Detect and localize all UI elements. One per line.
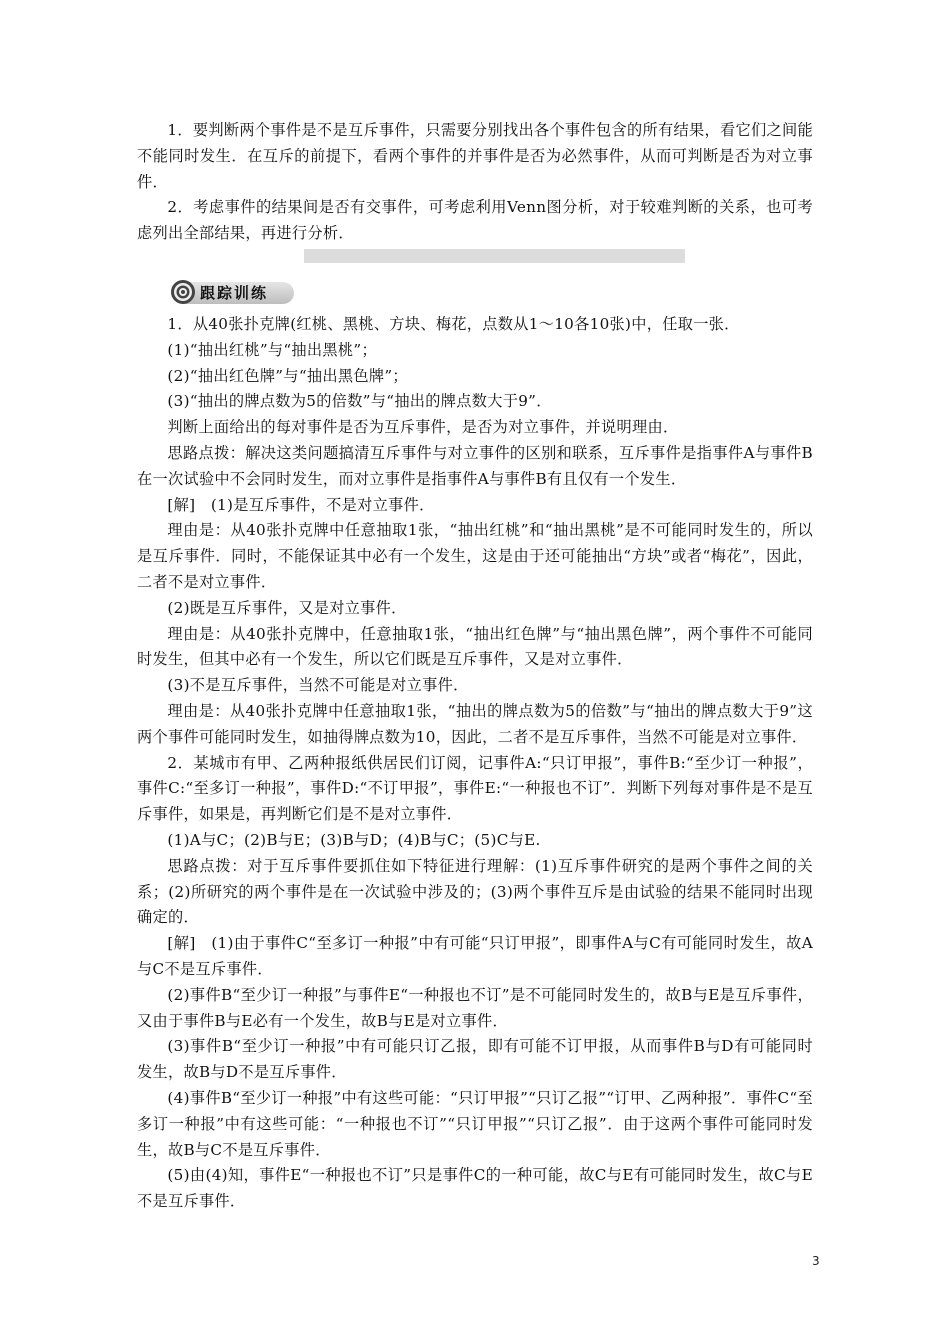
q1-reason-1: 理由是：从40张扑克牌中任意抽取1张，“抽出红桃”和“抽出黑桃”是不可能同时发生的，所以是互斥事件．同时，不能保证其中必有一个发生，这是由于还可能抽出“方块”或者“梅花”，因此，二者不是对立事件． (137, 521, 813, 591)
q1-hint: 思路点拨：解决这类问题搞清互斥事件与对立事件的区别和联系，互斥事件是指事件A与事件B在一次试验中不会同时发生，而对立事件是指事件A与事件B有且仅有一个发生． (137, 443, 813, 488)
q2-pairs: (1)A与C；(2)B与E；(3)B与D；(4)B与C；(5)C与E. (167, 830, 541, 849)
q1-solution-3: (3)不是互斥事件，当然不可能是对立事件． (167, 676, 469, 695)
intro-block (137, 118, 813, 247)
q1-stem: 1．从40张扑克牌(红桃、黑桃、方块、梅花，点数从1～10各10张)中，任取一张． (167, 315, 740, 333)
intro-paragraph-1: 1．要判断两个事件是不是互斥事件，只需要分别找出各个事件包含的所有结果，看它们之间能不能同时发生．在互斥的前提下，看两个事件的并事件是否为必然事件，从而可判断是否为对立事件． (137, 121, 813, 191)
q1-reason-2: 理由是：从40张扑克牌中，任意抽取1张，“抽出红色牌”与“抽出黑色牌”，两个事件不可能同时发生，但其中必有一个发生，所以它们既是互斥事件，又是对立事件． (137, 624, 813, 669)
q1-item-1: (1)“抽出红桃”与“抽出黑桃”； (167, 340, 377, 359)
target-icon (170, 279, 196, 305)
section-divider (304, 249, 685, 263)
q1-reason-3: 理由是：从40张扑克牌中任意抽取1张，“抽出的牌点数为5的倍数”与“抽出的牌点数大于9”这两个事件可能同时发生，如抽得牌点数为10，因此，二者不是互斥事件，当然不可能是对立事件． (137, 701, 813, 746)
q2-stem: 2．某城市有甲、乙两种报纸供居民们订阅，记事件A:“只订甲报”，事件B:“至少订一种报”，事件C:“至多订一种报”，事件D:“不订甲报”，事件E:“一种报也不订”．判断下列每对事件是不是互斥事件，如果是，再判断它们是不是对立事件． (137, 753, 813, 824)
q2-solution-5: (5)由(4)知，事件E“一种报也不订”只是事件C的一种可能，故C与E有可能同时发生，故C与E不是互斥事件． (137, 1166, 813, 1211)
q1-solution-1: [解] (1)是互斥事件，不是对立事件． (167, 495, 435, 514)
q2-solution-1: [解] (1)由于事件C“至多订一种报”中有可能“只订甲报”，即事件A与C有可能同时发生，故A与C不是互斥事件． (137, 934, 813, 978)
q1-ask: 判断上面给出的每对事件是否为互斥事件，是否为对立事件，并说明理由． (167, 418, 679, 437)
page-number: 3 (812, 1254, 820, 1268)
section-header (170, 279, 294, 305)
q2-solution-2: (2)事件B“至少订一种报”与事件E“一种报也不订”是不可能同时发生的，故B与E是互斥事件，又由于事件B与E必有一个发生，故B与E是对立事件． (137, 985, 813, 1030)
q1-item-2: (2)“抽出红色牌”与“抽出黑色牌”； (167, 366, 408, 385)
q2-hint: 思路点拨：对于互斥事件要抓住如下特征进行理解：(1)互斥事件研究的是两个事件之间的关系；(2)所研究的两个事件是在一次试验中涉及的；(3)两个事件互斥是由试验的结果不能同时出现确定的． (137, 856, 813, 927)
q1-solution-2: (2)既是互斥事件，又是对立事件． (167, 598, 407, 617)
exercise-block (137, 312, 813, 1215)
q2-solution-4: (4)事件B“至少订一种报”中有这些可能：“只订甲报”“只订乙报”“订甲、乙两种报”．事件C“至多订一种报”中有这些可能：“一种报也不订”“只订甲报”“只订乙报”．由于这两个事件可能同时发生，故B与C不是互斥事件． (137, 1088, 813, 1159)
section-title: 跟踪训练 (200, 284, 269, 302)
q2-solution-3: (3)事件B“至少订一种报”中有可能只订乙报，即有可能不订甲报，从而事件B与D有可能同时发生，故B与D不是互斥事件． (137, 1037, 813, 1082)
intro-paragraph-2: 2．考虑事件的结果间是否有交事件，可考虑利用Venn图分析，对于较难判断的关系，也可考虑列出全部结果，再进行分析． (137, 198, 813, 243)
q1-item-3: (3)“抽出的牌点数为5的倍数”与“抽出的牌点数大于9”． (167, 392, 552, 411)
